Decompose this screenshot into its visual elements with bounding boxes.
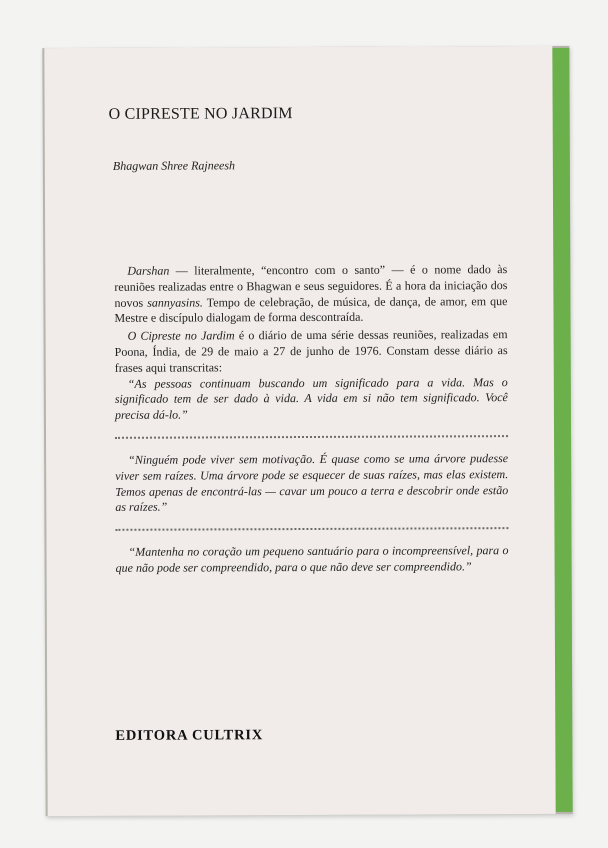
dotted-separator-2	[115, 527, 508, 531]
author-name: Bhagwan Shree Rajneesh	[112, 158, 236, 173]
publisher-name: EDITORA CULTRIX	[115, 727, 264, 744]
text-run: Tempo de celebração, de música, de dança, de amor, em que Mestre e discípulo dialogam de forma descontraída.	[114, 293, 508, 326]
text-run: é o diário de uma série dessas reuniões, realizadas em Poona, Índia, de 29 de maio a 27 de junho de 1976. Constam desse diário as frases aqui transcritas:	[114, 327, 508, 375]
dotted-separator-1	[115, 435, 508, 439]
quote-1: “As pessoas continuam buscando um significado para a vida. Mas o significado tem de ser dado à vida. A vida em si não tem significado. Você precisa dá-lo.”	[114, 374, 508, 423]
intro-paragraph-2	[115, 327, 508, 376]
cover-page	[44, 46, 555, 816]
italic-text: O Cipreste no Jardim	[127, 328, 235, 343]
quote-3: “Mantenha no coração um pequeno santuário para o incompreensível, para o que não pode ser compreendido, para o que não deve ser compreendido.”	[115, 543, 509, 575]
book-back-cover	[42, 46, 572, 816]
quote-2: “Ninguém pode viver sem motivação. É quase como se uma árvore pudesse viver sem raízes. Uma árvore pode se esquecer de suas raízes, mas elas existem. Temos apenas de encontrá-las — cavar um pouco a terra e descobrir onde estão as raízes.”	[115, 451, 509, 515]
blurb	[114, 262, 508, 576]
italic-text: Darshan	[127, 263, 170, 278]
book-title: O CIPRESTE NO JARDIM	[108, 105, 293, 123]
italic-text: sannyasins.	[147, 295, 203, 310]
text-run: — literalmente, “encontro com o santo” — é o nome dado às reuniões realizadas entre o Bhagwan e seus seguidores. É a hora da iniciação dos novos	[114, 262, 508, 310]
intro-paragraph-1	[114, 262, 507, 327]
